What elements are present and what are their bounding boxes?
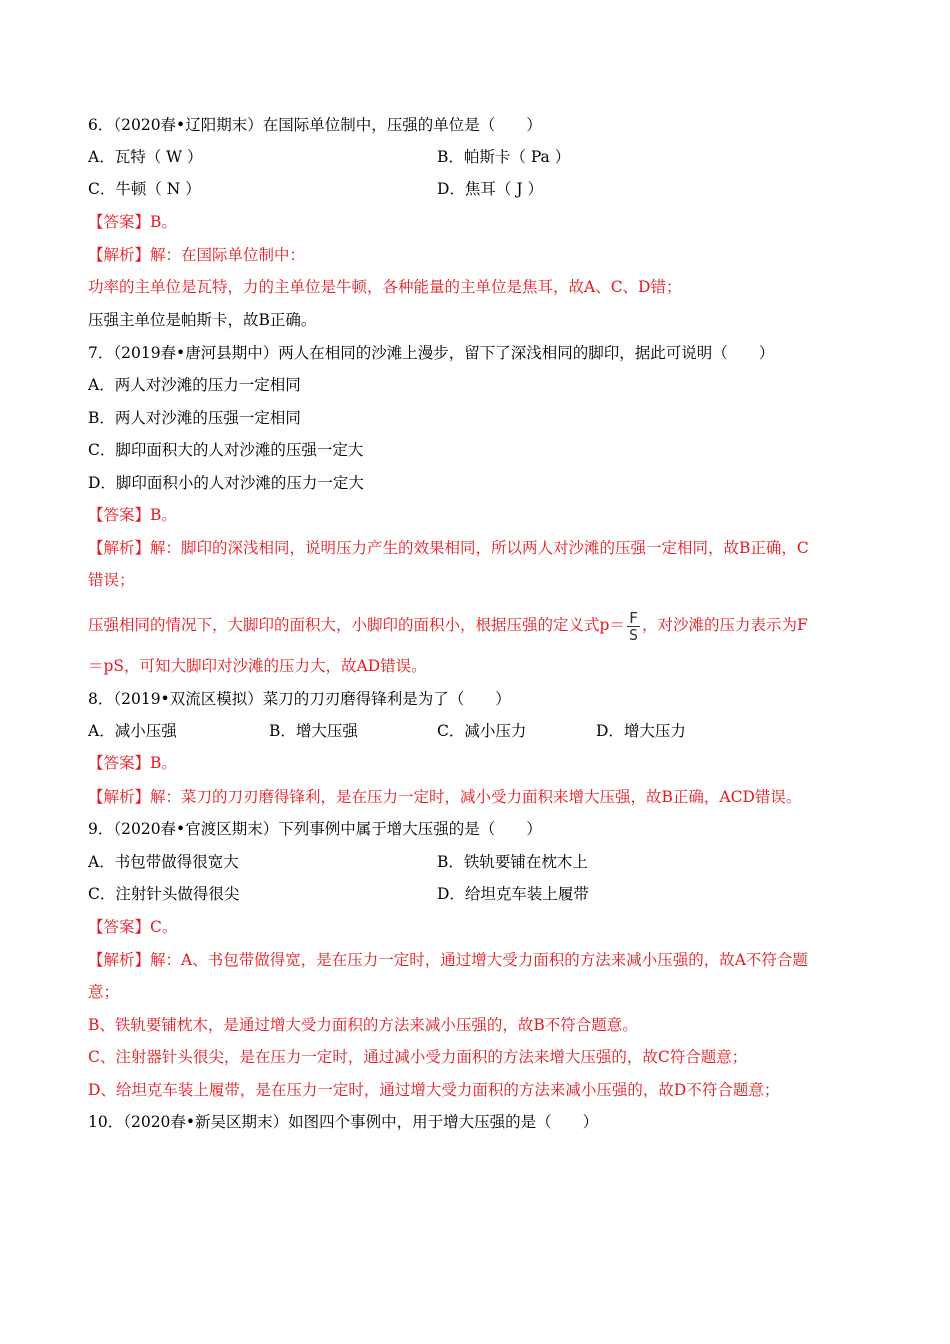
q8-option-a: A．减小压强: [88, 722, 177, 740]
q6-explanation-3: 压强主单位是帕斯卡，故B正确。: [88, 311, 317, 329]
q9-options-row1: [88, 851, 868, 873]
q8-explanation-1: 【解析】解：菜刀的刀刃磨得锋利，是在压力一定时，减小受力面积来增大压强，故B正确，ACD错误。: [88, 788, 802, 806]
q9-stem: 9．（2020春•官渡区期末）下列事例中属于增大压强的是（ ）: [88, 820, 542, 838]
q9-option-b: B．铁轨要铺在枕木上: [437, 853, 588, 871]
q8-option-b: B．增大压强: [269, 722, 358, 740]
q6-option-c: C．牛顿（ N ）: [88, 180, 201, 198]
q6-option-d: D．焦耳（ J ）: [437, 180, 543, 198]
q7-explanation-3a: 压强相同的情况下，大脚印的面积大，小脚印的面积小，根据压强的定义式p＝: [88, 616, 625, 634]
q7-stem: 7．（2019春•唐河县期中）两人在相同的沙滩上漫步，留下了深浅相同的脚印，据此可说明（ ）: [88, 344, 775, 362]
q9-explanation-5: D、给坦克车装上履带，是在压力一定时，通过增大受力面积的方法来减小压强的，故D不符合题意；: [88, 1081, 780, 1099]
q7-option-c: C．脚印面积大的人对沙滩的压强一定大: [88, 441, 364, 459]
q6-option-a: A．瓦特（ W ）: [88, 148, 203, 166]
fraction-denominator: S: [628, 625, 638, 644]
q8-option-d: D．增大压力: [596, 722, 686, 740]
q7-option-d: D．脚印面积小的人对沙滩的压力一定大: [88, 474, 364, 492]
q7-answer: 【答案】B。: [88, 506, 177, 524]
q8-option-c: C．减小压力: [437, 722, 527, 740]
q9-explanation-3: B、铁轨要铺枕木，是通过增大受力面积的方法来减小压强的，故B不符合题意。: [88, 1016, 638, 1034]
q9-explanation-4: C、注射器针头很尖，是在压力一定时，通过减小受力面积的方法来增大压强的，故C符合题意；: [88, 1048, 748, 1066]
q6-explanation-1: 【解析】解：在国际单位制中：: [88, 246, 306, 264]
q7-explanation-3: [88, 609, 808, 643]
q8-answer: 【答案】B。: [88, 754, 177, 772]
q6-options-row1: [88, 146, 868, 168]
q6-answer: 【答案】B。: [88, 213, 177, 231]
q9-option-d: D．给坦克车装上履带: [437, 885, 589, 903]
q9-option-c: C．注射针头做得很尖: [88, 885, 240, 903]
q9-options-row2: [88, 883, 868, 905]
q7-explanation-1: 【解析】解：脚印的深浅相同，说明压力产生的效果相同，所以两人对沙滩的压强一定相同，故B正确，C: [88, 539, 809, 557]
q7-option-b: B．两人对沙滩的压强一定相同: [88, 409, 301, 427]
q7-explanation-3b: ，对沙滩的压力表示为F: [641, 616, 808, 634]
q9-explanation-1: 【解析】解：A、书包带做得宽，是在压力一定时，通过增大受力面积的方法来减小压强的，故A不符合题: [88, 951, 808, 969]
q6-option-b: B．帕斯卡（ Pa ）: [437, 148, 571, 166]
q8-stem: 8．（2019•双流区模拟）菜刀的刀刃磨得锋利是为了（ ）: [88, 690, 511, 708]
q7-explanation-4: ＝pS，可知大脚印对沙滩的压力大，故AD错误。: [88, 657, 427, 675]
pressure-formula-fraction: [627, 610, 640, 643]
q9-option-a: A．书包带做得很宽大: [88, 853, 239, 871]
q8-options-row: [88, 720, 868, 742]
q9-answer: 【答案】C。: [88, 918, 178, 936]
q7-explanation-2: 错误；: [88, 571, 135, 589]
q9-explanation-2: 意；: [88, 983, 120, 1001]
q6-stem: 6．（2020春•辽阳期末）在国际单位制中，压强的单位是（ ）: [88, 116, 542, 134]
q6-options-row2: [88, 178, 868, 200]
q7-option-a: A．两人对沙滩的压力一定相同: [88, 376, 301, 394]
q10-stem: 10．（2020春•新吴区期末）如图四个事例中，用于增大压强的是（ ）: [88, 1113, 599, 1131]
fraction-numerator: F: [628, 608, 638, 627]
q6-explanation-2: 功率的主单位是瓦特，力的主单位是牛顿，各种能量的主单位是焦耳，故A、C、D错；: [88, 278, 682, 296]
